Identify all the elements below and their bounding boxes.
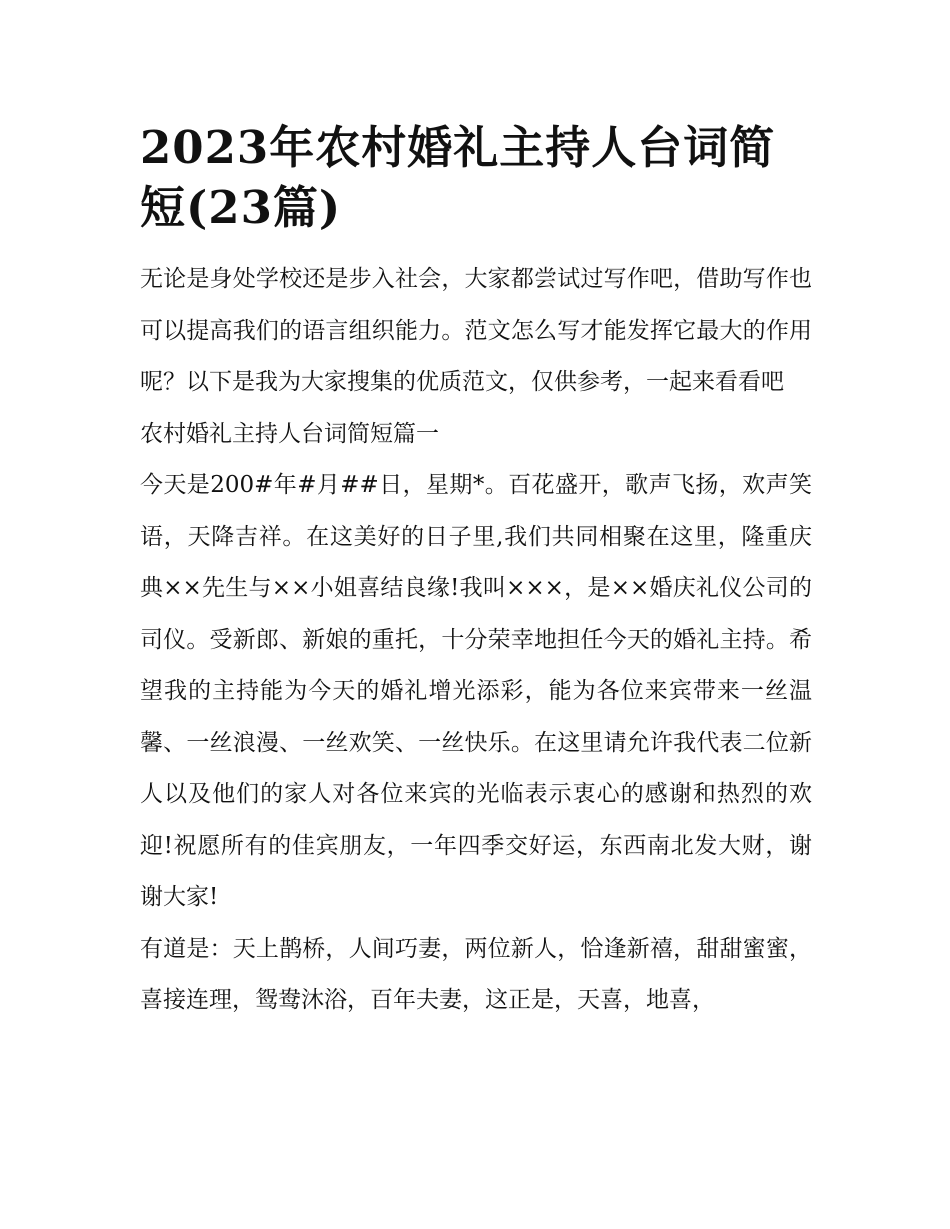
section-heading: 农村婚礼主持人台词简短篇一	[140, 420, 439, 447]
body-paragraph: 有道是：天上鹊桥，人间巧妻，两位新人，恰逢新禧，甜甜蜜蜜，喜接连理，鸳鸯沐浴，百年夫妻，这正是，天喜，地喜，	[140, 935, 812, 1013]
body-paragraph: 今天是200#年#月##日，星期*。百花盛开，歌声飞扬，欢声笑语，天降吉祥。在这美好的日子里,我们共同相聚在这里，隆重庆典××先生与××小姐喜结良缘!我叫×××，是××婚庆礼仪公司的司仪。受新郎、新娘的重托，十分荣幸地担任今天的婚礼主持。希望我的主持能为今天的婚礼增光添彩，能为各位来宾带来一丝温馨、一丝浪漫、一丝欢笑、一丝快乐。在这里请允许我代表二位新人以及他们的家人对各位来宾的光临表示衷心的感谢和热烈的欢迎!祝愿所有的佳宾朋友，一年四季交好运，东西南北发大财，谢谢大家!	[140, 472, 812, 910]
document-title: 2023年农村婚礼主持人台词简短(23篇)	[140, 121, 776, 234]
intro-paragraph: 无论是身处学校还是步入社会，大家都尝试过写作吧，借助写作也可以提高我们的语言组织能力。范文怎么写才能发挥它最大的作用呢？以下是我为大家搜集的优质范文，仅供参考，一起来看看吧	[140, 266, 812, 395]
document-page	[140, 118, 812, 1027]
